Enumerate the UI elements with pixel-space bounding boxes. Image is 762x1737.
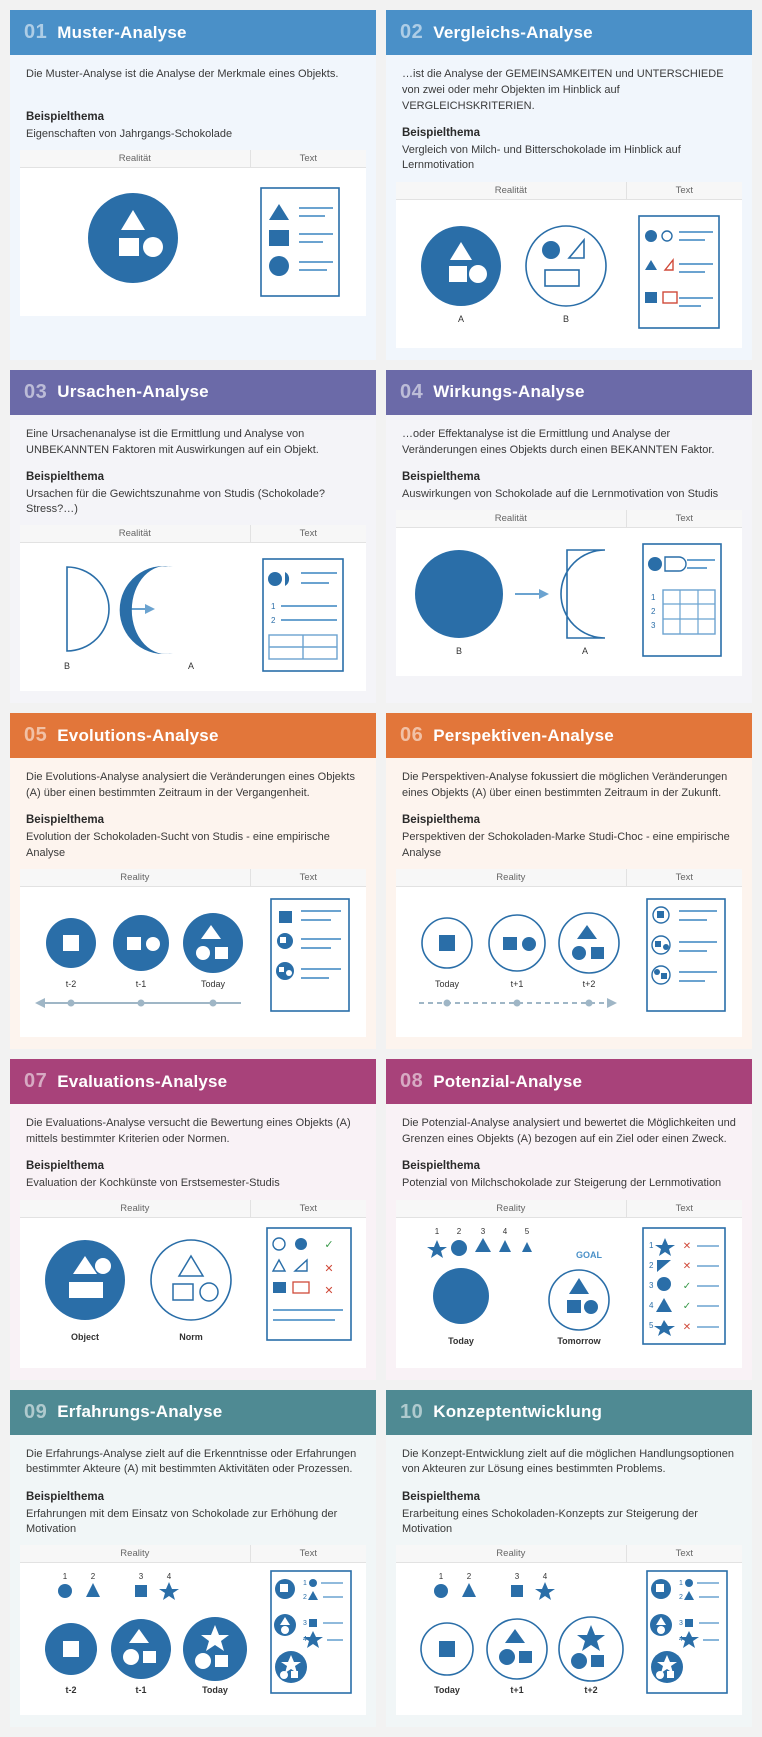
svg-text:t+1: t+1: [510, 1685, 524, 1696]
svg-text:✕: ✕: [682, 1321, 692, 1333]
card-05-canvas: [20, 887, 366, 1037]
card-08-example-label: Beispielthema: [402, 1160, 480, 1173]
card-05-header: [10, 713, 376, 758]
card-03-col-left: Realität: [20, 525, 251, 542]
svg-text:4: 4: [542, 1572, 548, 1582]
card-05-description: Die Evolutions-Analyse analysiert die Veränderungen eines Objekts (A) über einen bestimmten Zeitraum in der Vergangenheit.: [26, 771, 355, 800]
card-10-title: Konzeptentwicklung: [433, 1402, 603, 1422]
card-06-title: Perspektiven-Analyse: [433, 725, 614, 745]
card-09-col-right: Text: [299, 1548, 318, 1560]
card-02: [386, 10, 752, 360]
card-08-col-right: Text: [675, 1202, 694, 1214]
card-07: [10, 1059, 376, 1379]
svg-text:t-1: t-1: [135, 979, 147, 990]
card-01: [10, 10, 376, 360]
svg-text:2: 2: [271, 616, 276, 626]
card-05-body: [10, 758, 376, 869]
card-08-example-text: Potenzial von Milchschokolade zur Steigerung der Lernmotivation: [402, 1177, 722, 1190]
card-05-figure-wrap: [10, 869, 376, 1049]
card-09-description: Die Erfahrungs-Analyse zielt auf die Erkenntnisse oder Erfahrungen bestimmter Akteure (A) mit bestimmten Aktivitäten oder Prozessen.: [26, 1447, 357, 1476]
svg-text:t-1: t-1: [135, 1685, 147, 1696]
card-08-body: [386, 1104, 752, 1199]
svg-text:t+2: t+2: [582, 979, 596, 990]
svg-text:✓: ✓: [682, 1300, 692, 1312]
card-06-body: [386, 758, 752, 869]
card-04-number: 04: [400, 380, 424, 403]
card-04-col-left: Realität: [396, 510, 627, 527]
card-01-col-left: Realität: [20, 150, 251, 167]
card-07-number: 07: [24, 1070, 48, 1093]
card-04-title: Wirkungs-Analyse: [433, 382, 585, 402]
svg-text:3: 3: [649, 1280, 654, 1290]
svg-text:Object: Object: [70, 1331, 100, 1342]
card-01-number: 01: [24, 21, 48, 43]
card-09-header: [10, 1390, 376, 1435]
card-10-body: [386, 1435, 752, 1546]
card-04-header: [386, 370, 752, 415]
svg-text:✕: ✕: [682, 1260, 692, 1272]
svg-text:Tomorrow: Tomorrow: [557, 1335, 601, 1346]
card-03-example-text: Ursachen für die Gewichtszunahme von Studis (Schokolade? Stress?…): [26, 487, 325, 515]
card-07-col-left: Reality: [20, 1200, 251, 1217]
card-03-title: Ursachen-Analyse: [57, 382, 209, 402]
card-05-example-text: Evolution der Schokoladen-Sucht von Studis - eine empirische Analyse: [26, 831, 330, 859]
card-06-figure-header: [396, 869, 742, 887]
svg-text:✕: ✕: [324, 1262, 334, 1275]
card-02-col-left: Realität: [396, 182, 627, 199]
svg-text:B: B: [562, 313, 570, 324]
svg-text:✓: ✓: [324, 1238, 334, 1251]
card-02-figure-header: [396, 182, 742, 200]
card-06-header: [386, 713, 752, 758]
svg-text:✕: ✕: [682, 1240, 692, 1252]
svg-text:1: 1: [649, 1240, 654, 1250]
card-01-figure-header: [20, 150, 366, 168]
card-06-example-text: Perspektiven der Schokoladen-Marke Studi-Choc - eine empirische Analyse: [402, 831, 730, 859]
card-09-example-label: Beispielthema: [26, 1490, 104, 1503]
card-10-figure: [396, 1545, 742, 1715]
card-07-title: Evaluations-Analyse: [57, 1071, 228, 1091]
svg-text:1: 1: [651, 592, 656, 602]
card-09-figure-wrap: [10, 1545, 376, 1727]
card-08-figure-header: [396, 1200, 742, 1218]
svg-text:Today: Today: [200, 979, 226, 990]
card-02-col-right: Text: [675, 184, 694, 196]
svg-text:2: 2: [679, 1594, 683, 1602]
card-04-figure-header: [396, 510, 742, 528]
card-08-title: Potenzial-Analyse: [433, 1071, 583, 1091]
svg-text:4: 4: [303, 1636, 307, 1644]
card-10-col-left: Reality: [396, 1545, 627, 1562]
card-01-col-right: Text: [299, 153, 318, 165]
svg-text:A: A: [457, 313, 465, 324]
svg-text:3: 3: [679, 1620, 683, 1628]
card-06-number: 06: [400, 724, 424, 747]
card-08-figure: [396, 1200, 742, 1368]
card-06-figure-wrap: [386, 869, 752, 1049]
svg-text:1: 1: [434, 1226, 440, 1236]
card-09: [10, 1390, 376, 1728]
card-03-number: 03: [24, 380, 48, 403]
card-04-body: [386, 415, 752, 510]
card-04-example-label: Beispielthema: [402, 470, 480, 483]
svg-text:GOAL: GOAL: [576, 1249, 602, 1260]
card-06-description: Die Perspektiven-Analyse fokussiert die möglichen Veränderungen eines Objekts (A) über einen bestimmten Zeitraum in der Zukunft.: [402, 771, 728, 800]
card-05-figure-header: [20, 869, 366, 887]
card-04-figure: [396, 510, 742, 676]
card-02-canvas: [396, 200, 742, 348]
card-06: [386, 713, 752, 1049]
card-07-body: [10, 1104, 376, 1199]
card-06-example-label: Beispielthema: [402, 814, 480, 827]
card-08-col-left: Reality: [396, 1200, 627, 1217]
svg-text:Today: Today: [434, 979, 460, 990]
card-05-figure: [20, 869, 366, 1037]
svg-text:Norm: Norm: [179, 1331, 203, 1342]
svg-text:t+2: t+2: [584, 1685, 598, 1696]
card-06-col-right: Text: [675, 872, 694, 884]
card-05-example-label: Beispielthema: [26, 814, 104, 827]
card-02-body: [386, 55, 752, 182]
card-05: [10, 713, 376, 1049]
card-09-number: 09: [24, 1400, 48, 1423]
card-01-figure-wrap: [10, 150, 376, 328]
card-02-number: 02: [400, 21, 424, 43]
svg-text:1: 1: [438, 1572, 444, 1582]
card-01-example-label: Beispielthema: [26, 111, 104, 123]
card-07-figure-wrap: [10, 1200, 376, 1380]
svg-text:2: 2: [651, 606, 656, 616]
svg-text:B: B: [63, 661, 71, 672]
svg-text:4: 4: [166, 1572, 172, 1582]
svg-text:3: 3: [138, 1572, 144, 1582]
card-10-figure-header: [396, 1545, 742, 1563]
card-03-header: [10, 370, 376, 415]
card-05-col-left: Reality: [20, 869, 251, 886]
card-10-example-text: Erarbeitung eines Schokoladen-Konzepts zur Steigerung der Motivation: [402, 1507, 698, 1535]
card-10-description: Die Konzept-Entwicklung zielt auf die möglichen Handlungsoptionen von Akteuren zur Lösung eines bestimmten Problems.: [402, 1447, 735, 1476]
svg-text:t-2: t-2: [65, 1685, 77, 1696]
card-02-example-label: Beispielthema: [402, 126, 480, 139]
svg-text:5: 5: [649, 1320, 654, 1330]
svg-text:✕: ✕: [324, 1284, 334, 1297]
card-03: [10, 370, 376, 704]
card-08-number: 08: [400, 1070, 424, 1093]
card-10-header: [386, 1390, 752, 1435]
svg-text:Today: Today: [434, 1685, 460, 1696]
svg-text:Today: Today: [202, 1685, 228, 1696]
card-02-description: …ist die Analyse der GEMEINSAMKEITEN und UNTERSCHIEDE von zwei oder mehr Objekten im Hinblick auf VERGLEICHSKRITERIEN.: [402, 68, 724, 112]
card-09-figure: [20, 1545, 366, 1715]
svg-text:Today: Today: [448, 1335, 474, 1346]
svg-text:1: 1: [679, 1580, 683, 1588]
svg-text:3: 3: [514, 1572, 520, 1582]
card-05-title: Evolutions-Analyse: [57, 725, 219, 745]
card-03-canvas: [20, 543, 366, 691]
card-03-col-right: Text: [299, 528, 318, 540]
card-01-title: Muster-Analyse: [57, 22, 187, 42]
card-04-description: …oder Effektanalyse ist die Ermittlung und Analyse der Veränderungen eines Objekts durch einen BEKANNTEN Faktor.: [402, 427, 715, 456]
svg-text:2: 2: [466, 1572, 472, 1582]
svg-text:4: 4: [679, 1636, 683, 1644]
svg-text:1: 1: [271, 602, 276, 612]
card-09-body: [10, 1435, 376, 1546]
card-05-number: 05: [24, 724, 48, 747]
svg-text:1: 1: [303, 1580, 307, 1588]
svg-text:5: 5: [524, 1226, 530, 1236]
card-08: [386, 1059, 752, 1379]
card-09-col-left: Reality: [20, 1545, 251, 1562]
card-03-body: [10, 415, 376, 526]
card-01-header: [10, 10, 376, 55]
card-06-col-left: Reality: [396, 869, 627, 886]
svg-text:4: 4: [649, 1300, 654, 1310]
card-08-canvas: [396, 1218, 742, 1368]
card-07-example-text: Evaluation der Kochkünste von Erstsemester-Studis: [26, 1177, 280, 1190]
card-08-description: Die Potenzial-Analyse analysiert und bewertet die Möglichkeiten und Grenzen eines Objekts (A) bezogen auf ein Ziel oder einen Zweck.: [402, 1117, 736, 1146]
card-06-figure: [396, 869, 742, 1037]
card-10-number: 10: [400, 1400, 424, 1423]
card-03-figure-header: [20, 525, 366, 543]
card-07-col-right: Text: [299, 1202, 318, 1214]
svg-text:3: 3: [651, 620, 656, 630]
card-02-figure-wrap: [386, 182, 752, 360]
svg-text:3: 3: [303, 1620, 307, 1628]
svg-text:2: 2: [649, 1260, 654, 1270]
svg-text:B: B: [455, 645, 463, 656]
card-01-body: [10, 55, 376, 150]
card-07-canvas: [20, 1218, 366, 1368]
card-07-header: [10, 1059, 376, 1104]
card-10-col-right: Text: [675, 1548, 694, 1560]
card-10-figure-wrap: [386, 1545, 752, 1727]
card-09-title: Erfahrungs-Analyse: [57, 1402, 223, 1422]
card-02-title: Vergleichs-Analyse: [433, 22, 593, 42]
svg-text:A: A: [187, 661, 195, 672]
card-04-col-right: Text: [675, 512, 694, 524]
svg-text:✓: ✓: [682, 1280, 692, 1292]
card-04-canvas: [396, 528, 742, 676]
svg-text:2: 2: [456, 1226, 462, 1236]
card-03-figure-wrap: [10, 525, 376, 703]
card-05-col-right: Text: [299, 872, 318, 884]
card-08-figure-wrap: [386, 1200, 752, 1380]
svg-text:t+1: t+1: [510, 979, 524, 990]
svg-text:2: 2: [90, 1572, 96, 1582]
card-07-figure-header: [20, 1200, 366, 1218]
card-07-example-label: Beispielthema: [26, 1160, 104, 1173]
card-01-example-text: Eigenschaften von Jahrgangs-Schokolade: [26, 128, 233, 140]
svg-text:2: 2: [303, 1594, 307, 1602]
card-01-figure: [20, 150, 366, 316]
card-09-figure-header: [20, 1545, 366, 1563]
card-07-description: Die Evaluations-Analyse versucht die Bewertung eines Objekts (A) mittels bestimmter Kriterien oder Normen.: [26, 1117, 351, 1146]
svg-text:4: 4: [502, 1226, 508, 1236]
card-04-example-text: Auswirkungen von Schokolade auf die Lernmotivation von Studis: [402, 487, 719, 500]
card-02-figure: [396, 182, 742, 348]
card-06-canvas: [396, 887, 742, 1037]
svg-text:A: A: [581, 645, 589, 656]
card-01-description: Die Muster-Analyse ist die Analyse der Merkmale eines Objekts.: [26, 68, 339, 80]
card-09-example-text: Erfahrungen mit dem Einsatz von Schokolade zur Erhöhung der Motivation: [26, 1507, 338, 1535]
card-07-figure: [20, 1200, 366, 1368]
card-10-example-label: Beispielthema: [402, 1490, 480, 1503]
card-03-figure: [20, 525, 366, 691]
card-03-description: Eine Ursachenanalyse ist die Ermittlung und Analyse von UNBEKANNTEN Faktoren mit Auswirkungen auf ein Objekt.: [26, 427, 319, 456]
card-10: [386, 1390, 752, 1728]
card-09-canvas: [20, 1563, 366, 1715]
card-04-figure-wrap: [386, 510, 752, 688]
card-02-example-text: Vergleich von Milch- und Bitterschokolade im Hinblick auf Lernmotivation: [402, 143, 681, 172]
card-04: [386, 370, 752, 704]
card-10-canvas: [396, 1563, 742, 1715]
card-01-canvas: [20, 168, 366, 316]
svg-text:t-2: t-2: [65, 979, 77, 990]
card-02-header: [386, 10, 752, 55]
svg-text:1: 1: [62, 1572, 68, 1582]
card-03-example-label: Beispielthema: [26, 470, 104, 483]
svg-text:3: 3: [480, 1226, 486, 1236]
card-08-header: [386, 1059, 752, 1104]
